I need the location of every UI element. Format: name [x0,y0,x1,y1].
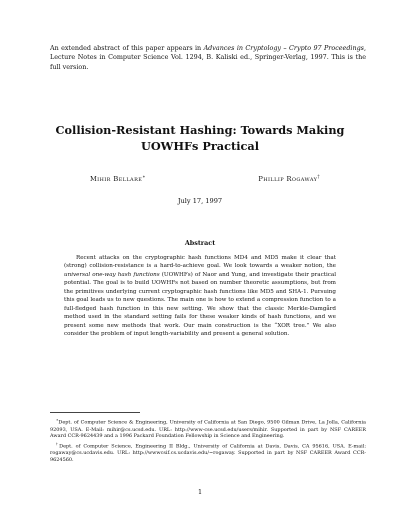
author-2 [258,175,320,183]
author-2-name: Phillip Rogaway [258,175,318,184]
footnote-2-mark: † [56,441,60,446]
footnote-2-text: Dept. of Computer Science, Engineering II Bldg., University of California at Davis, Davis, CA 95616, USA. E-mail: rogaway@cs.ucdavis.edu. URL: http://wwwcsif.cs.ucdavis.edu/~rogaway. Supported in part by NSF CAREER Award CCR-9624560. [50,443,366,464]
author-1 [90,175,146,183]
author-2-mark: † [317,175,320,180]
publication-note [50,44,366,72]
abstract-body [64,254,336,339]
footnote-1-mark: ∗ [56,418,59,422]
footnote-1-text: Dept. of Computer Science & Engineering, University of California at San Diego, 9500 Gilman Drive, La Jolla, California 92093, USA. E-Mail: mihir@cs.ucsd.edu. URL: http://www-cse.ucsd.edu/users/mihir. Supported in part by NSF CAREER Award CCR-9624439 and a 1996 Packard Foundation Fellowship in Science and Engineering. [50,419,366,440]
note-text-part1: An extended abstract of this paper appears in [50,44,204,52]
footnote-rule [50,412,140,413]
abstract-text-part1: Recent attacks on the cryptographic hash functions MD4 and MD5 make it clear that (strong) collision-resistance is a hard-to-achieve goal. We look towards a weaker notion, the [64,255,336,270]
author-1-name: Mihir Bellare [90,175,143,184]
paper-date: July 17, 1997 [177,197,223,205]
footnotes [50,417,366,465]
author-1-mark: ∗ [142,175,146,180]
paper-title-line2: UOWHFs Practical [140,139,259,153]
paper-title-line1: Collision-Resistant Hashing: Towards Making [55,123,345,137]
note-venue: Advances in Cryptology – Crypto 97 Proceedings [203,44,364,52]
note-text-part2: , Lecture Notes in Computer Science Vol. 1294, B. Kaliski ed., Springer-Verlag, 1997. This is the full version. [50,44,366,71]
footnote-1 [50,417,366,440]
abstract-heading: Abstract [184,239,216,247]
author-list [90,175,320,183]
abstract-italic-term: universal one-way hash functions [64,271,160,278]
abstract-text-part2: (UOWHFs) of Naor and Yung, and investigate their practical potential. The goal is to build UOWHFs not based on number theoretic assumptions, but from the primitives underlying current cryptographic hash functions like MD5 and SHA-1. Pursuing this goal leads us to new questions. The main one is how to extend a compression function to a full-fledged hash function in this new setting. We show that the classic Merkle-Damgård method used in the standard setting fails for these weaker kinds of hash functions, and we present some new methods that work. Our main construction is the “XOR tree.” We also consider the problem of input length-variability and present a general solution. [64,271,336,338]
footnote-2 [50,441,366,464]
page-number: 1 [197,488,203,496]
